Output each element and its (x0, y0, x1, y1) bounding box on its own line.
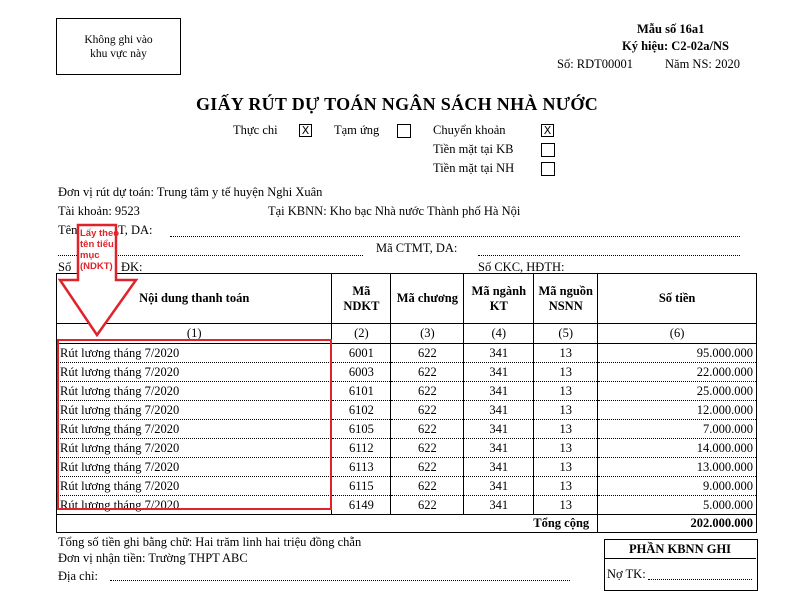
total-label: Tổng cộng (57, 515, 598, 533)
ctmt-label: Mã CTMT, DA: (376, 241, 458, 255)
form-symbol: Ký hiệu: C2-02a/NS (622, 39, 729, 53)
row-amount: 9.000.000 (598, 477, 757, 496)
row-sector: 341 (464, 439, 534, 458)
option-tien-mat-kb-checkbox[interactable] (541, 143, 555, 157)
row-description: Rút lương tháng 7/2020 (57, 401, 332, 420)
row-amount: 7.000.000 (598, 420, 757, 439)
row-source: 13 (534, 420, 598, 439)
budget-unit: Đơn vị rút dự toán: Trung tâm y tế huyện Nghi Xuân (58, 185, 323, 199)
account-number: Tài khoản: 9523 (58, 204, 140, 218)
row-ndkt: 6112 (332, 439, 391, 458)
row-chapter: 622 (391, 477, 464, 496)
annotation-highlight-box (57, 339, 332, 510)
column-number: (4) (464, 324, 534, 344)
row-sector: 341 (464, 420, 534, 439)
column-number: (3) (391, 324, 464, 344)
document-title: GIẤY RÚT DỰ TOÁN NGÂN SÁCH NHÀ NƯỚC (195, 94, 599, 114)
column-number: (2) (332, 324, 391, 344)
reserved-area-line1: Không ghi vào (84, 33, 153, 46)
row-sector: 341 (464, 382, 534, 401)
header-source-code: Mã nguồn NSNN (534, 274, 598, 324)
column-number: (6) (598, 324, 757, 344)
total-row (57, 515, 757, 533)
row-ndkt: 6113 (332, 458, 391, 477)
row-sector: 341 (464, 363, 534, 382)
row-source: 13 (534, 382, 598, 401)
option-thuc-chi-label: Thực chi (233, 123, 278, 137)
row-sector: 341 (464, 344, 534, 363)
debit-account-dotted-line (648, 579, 752, 580)
row-amount: 22.000.000 (598, 363, 757, 382)
row-description: Rút lương tháng 7/2020 (57, 458, 332, 477)
option-thuc-chi-checkbox[interactable]: X (299, 124, 312, 137)
row-amount: 12.000.000 (598, 401, 757, 420)
row-source: 13 (534, 439, 598, 458)
reserved-area-box (56, 18, 181, 75)
header-payment-content: Nội dung thanh toán (57, 274, 332, 324)
row-source: 13 (534, 496, 598, 515)
row-ndkt: 6101 (332, 382, 391, 401)
row-amount: 95.000.000 (598, 344, 757, 363)
row-chapter: 622 (391, 458, 464, 477)
form-number: Mẫu số 16a1 (637, 22, 705, 36)
row-ndkt: 6105 (332, 420, 391, 439)
row-source: 13 (534, 344, 598, 363)
reserved-area-line2: khu vực này (90, 47, 147, 60)
row-description: Rút lương tháng 7/2020 (57, 363, 332, 382)
program-name-label-suffix: T, DA: (118, 223, 153, 237)
row-ndkt: 6003 (332, 363, 391, 382)
row-sector: 341 (464, 401, 534, 420)
row-sector: 341 (464, 496, 534, 515)
column-number: (5) (534, 324, 598, 344)
row-source: 13 (534, 363, 598, 382)
row-chapter: 622 (391, 420, 464, 439)
row-source: 13 (534, 401, 598, 420)
option-tien-mat-nh-checkbox[interactable] (541, 162, 555, 176)
row-amount: 13.000.000 (598, 458, 757, 477)
row-ndkt: 6149 (332, 496, 391, 515)
annotation-text: Lấy theo tên tiểu mục (NDKT) (80, 228, 120, 272)
column-number: (1) (57, 324, 332, 344)
amount-in-words: Tổng số tiền ghi bằng chữ: Hai trăm linh hai triệu đồng chẵn (58, 535, 362, 549)
row-ndkt: 6102 (332, 401, 391, 420)
debit-account-label: Nợ TK: (607, 567, 646, 581)
ckc-label: Số CKC, HĐTH: (478, 260, 565, 274)
row-ndkt: 6115 (332, 477, 391, 496)
row-description: Rút lương tháng 7/2020 (57, 477, 332, 496)
commitment-no-prefix: Số (58, 260, 72, 274)
row-amount: 14.000.000 (598, 439, 757, 458)
option-chuyen-khoan-checkbox[interactable]: X (541, 124, 554, 137)
program-name-dotted-line (170, 236, 740, 237)
row-chapter: 622 (391, 439, 464, 458)
commitment-no-label: ĐK: (121, 260, 143, 274)
row-sector: 341 (464, 458, 534, 477)
option-tam-ung-checkbox[interactable] (397, 124, 411, 138)
row-description: Rút lương tháng 7/2020 (57, 439, 332, 458)
budget-year: Năm NS: 2020 (665, 57, 740, 71)
option-tien-mat-kb-label: Tiền mặt tại KB (433, 142, 514, 156)
row-chapter: 622 (391, 401, 464, 420)
row-description: Rút lương tháng 7/2020 (57, 420, 332, 439)
header-sector-code: Mã ngành KT (464, 274, 534, 324)
program-name-label-prefix: Tên (58, 223, 78, 237)
row-description: Rút lương tháng 7/2020 (57, 344, 332, 363)
header-amount: Số tiền (598, 274, 757, 324)
treasury-name: Tại KBNN: Kho bạc Nhà nước Thành phố Hà Nội (268, 204, 521, 218)
header-chapter-code: Mã chương (391, 274, 464, 324)
row-chapter: 622 (391, 496, 464, 515)
header-ndkt-code: Mã NDKT (332, 274, 391, 324)
row-source: 13 (534, 477, 598, 496)
option-chuyen-khoan-label: Chuyển khoản (433, 123, 506, 137)
treasury-section-title: PHẦN KBNN GHI (628, 542, 732, 556)
row-sector: 341 (464, 477, 534, 496)
row-amount: 5.000.000 (598, 496, 757, 515)
row-chapter: 622 (391, 344, 464, 363)
row-amount: 25.000.000 (598, 382, 757, 401)
recipient-unit: Đơn vị nhận tiền: Trường THPT ABC (58, 551, 248, 565)
document-number: Số: RDT00001 (557, 57, 634, 71)
total-amount: 202.000.000 (598, 515, 757, 533)
row-ndkt: 6001 (332, 344, 391, 363)
row-chapter: 622 (391, 363, 464, 382)
option-tam-ung-label: Tạm ứng (334, 123, 380, 137)
row-description: Rút lương tháng 7/2020 (57, 496, 332, 515)
row-source: 13 (534, 458, 598, 477)
recipient-address-label: Địa chỉ: (58, 569, 98, 583)
row-description: Rút lương tháng 7/2020 (57, 382, 332, 401)
recipient-address-dotted-line (110, 580, 570, 581)
ctmt-dotted-line (478, 255, 740, 256)
row-chapter: 622 (391, 382, 464, 401)
treasury-section-divider (604, 558, 756, 559)
option-tien-mat-nh-label: Tiền mặt tại NH (433, 161, 515, 175)
